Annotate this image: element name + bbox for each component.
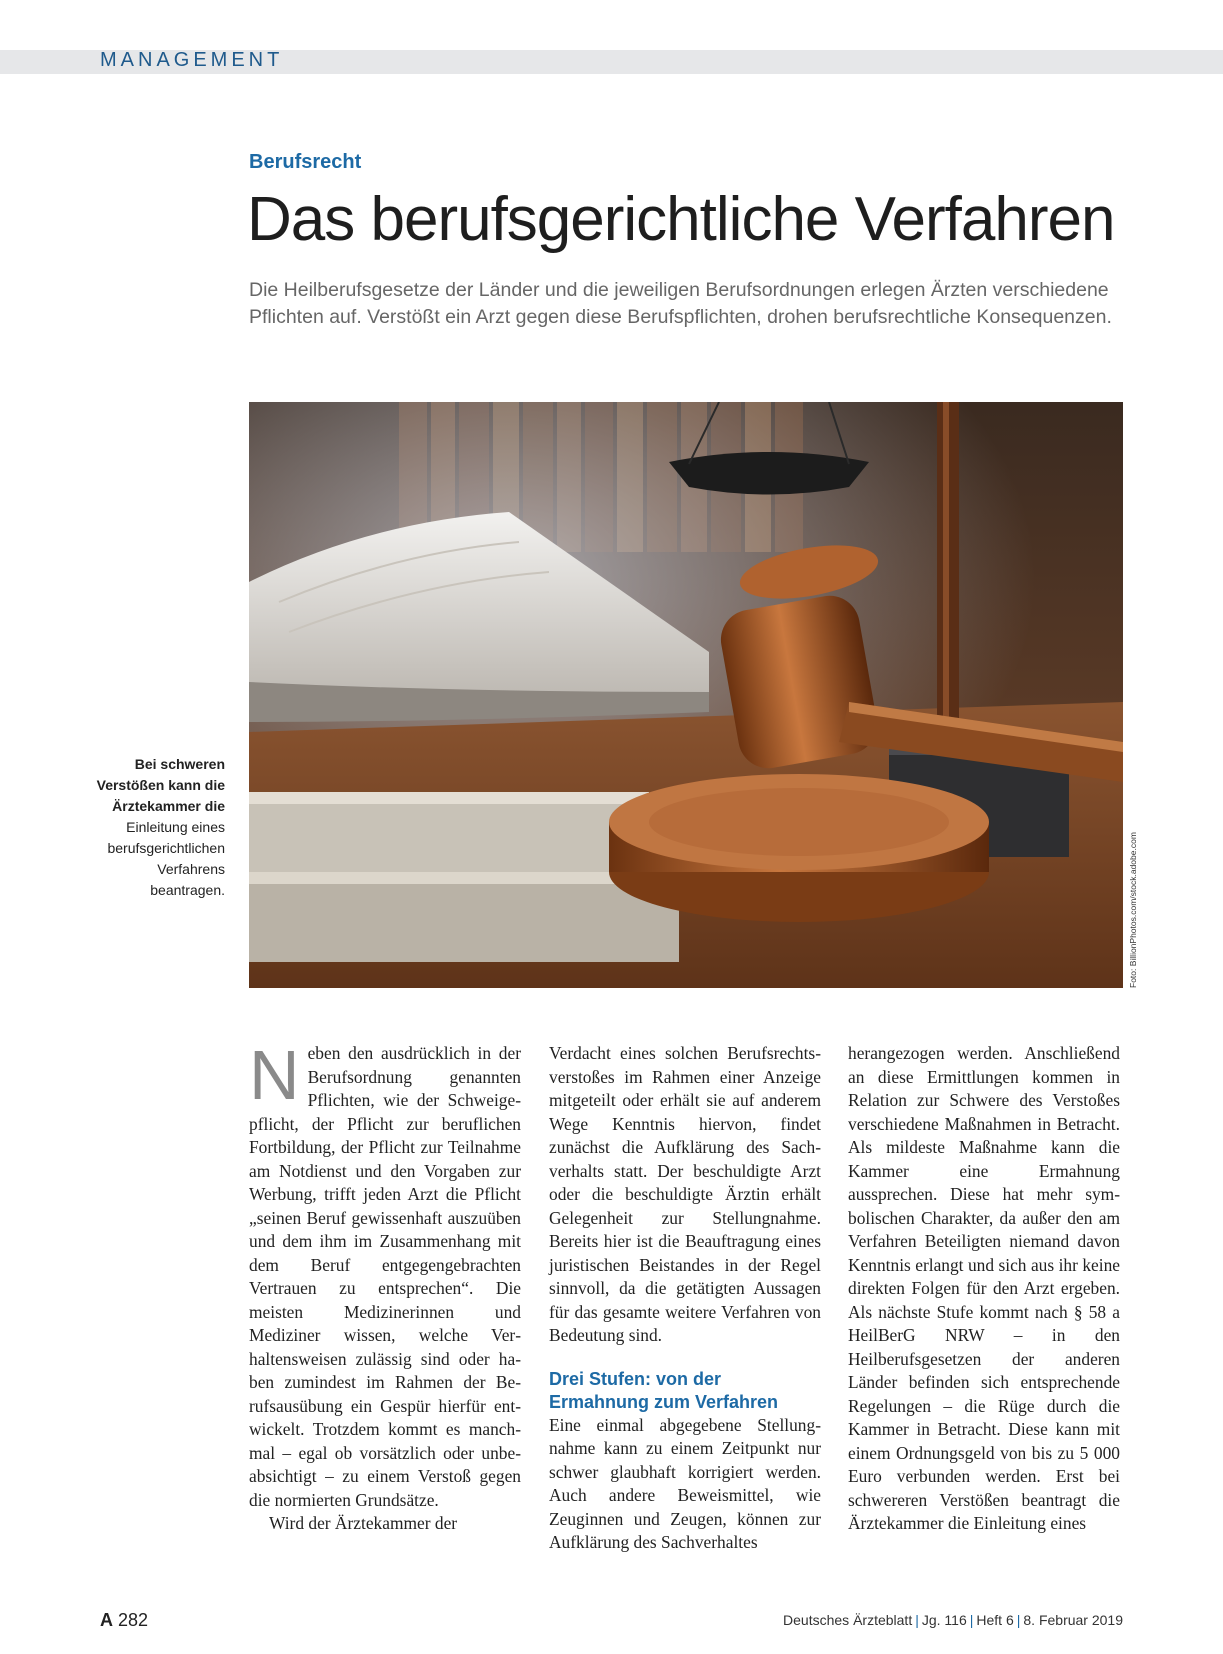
paragraph-1-text: eben den ausdrücklich in der Berufsordnung genannten Pflichten, wie der Schweigepflicht, der Pflicht zur beruflichen Fortbildung, der Pflicht zur Teilnahme am Notdienst und den Vorgaben zur Werbung, trifft jeden Arzt die Pflicht „seinen Beruf gewissenhaft auszuüben und dem ihm im Zusammenhang mit dem Beruf entgegengebrachten Vertrauen zu entsprechen“. Die meisten Medizinerinnen und Mediziner wissen, welche Verhaltensweisen zulässig sind oder haben zumindest im Rahmen der Berufsausübung ein Gespür hierfür entwickelt. Trotzdem kommt es manchmal – egal ob vorsätzlich oder unbeabsichtigt – zu einem Verstoß gegen die normierten Grundsätze. xyxy=(249,1043,521,1510)
paragraph-1 xyxy=(249,1036,521,1512)
journal-date: 8. Februar 2019 xyxy=(1023,1612,1123,1628)
photo-credit: Foto: BillionPhotos.com/stock.adobe.com xyxy=(1128,832,1138,988)
body-column-1 xyxy=(249,1036,521,1536)
section-label: MANAGEMENT xyxy=(100,49,284,71)
footer-journal: Deutsches Ärzteblatt | Jg. 116 | Heft 6 | 8. Februar 2019 xyxy=(783,1612,1123,1628)
paragraph-2: Wird der Ärztekammer der xyxy=(269,1513,458,1533)
paragraph-2-continued: Verdacht eines solchen Berufsrechtsverstoßes im Rahmen einer Anzeige mitgeteilt oder erhält sie auf anderem Wege Kenntnis hiervon, findet zunächst die Aufklärung des Sachverhalts statt. Der beschuldigte Arzt oder die beschuldigte Ärztin erhält Gelegenheit zur Stellungnahme. Bereits hier ist die Beauftragung eines juristischen Beistandes in der Regel sinnvoll, da die getätigten Aussagen für das gesamte weitere Verfahren von Bedeutung sind. xyxy=(549,1043,821,1345)
page-number xyxy=(100,1610,148,1631)
drop-cap: N xyxy=(249,1036,300,1114)
article-lead: Die Heilberufsgesetze der Länder und die jeweiligen Berufsordnungen erlegen Ärzten verschiedene Pflichten auf. Verstößt ein Arzt gegen diese Berufspflichten, drohen berufsrechtliche Konsequenzen. xyxy=(249,279,1112,328)
gavel-books-scales-illustration xyxy=(249,402,1123,988)
article-title: Das berufsgerichtliche Verfahren xyxy=(247,185,1115,254)
journal-issue: Heft 6 xyxy=(976,1612,1014,1628)
photo-caption xyxy=(80,754,225,901)
article-photo xyxy=(249,402,1123,988)
journal-name: Deutsches Ärzteblatt xyxy=(783,1612,913,1628)
paragraph-3: herangezogen werden. Anschließend an diese Ermittlungen kommen in Relation zur Schwere des Verstoßes verschiedene Maßnahmen in Betracht. Als mildeste Maßnahme kann die Kammer eine Ermahnung aussprechen. Diese hat mehr symbolischen Charakter, da außer den am Verfahren Beteiligten niemand davon Kenntnis erlangt und sich aus ihr keine direkten Folgen für den Arzt ergeben. Als nächste Stufe kommt nach § 58 a HeilBerG NRW – in den Heilberufsgesetzen der anderen Länder befinden sich entsprechende Regelungen – die Rüge durch die Kammer in Betracht. Diese kann mit einem Ordnungsgeld von bis zu 5 000 Euro verbunden werden. Erst bei schwereren Verstößen beantragt die Ärztekammer die Einleitung eines xyxy=(848,1043,1120,1533)
body-column-2 xyxy=(549,1042,821,1555)
caption-text: Einleitung eines berufsgerichtlichen Verfahrens beantragen. xyxy=(107,819,225,898)
paragraph-3-start: Eine einmal abgegebene Stellungnahme kann zu einem Zeitpunkt nur schwer glaubhaft korrigiert werden. Auch andere Beweismittel, wie Zeuginnen und Zeugen, können zur Aufklärung des Sachverhaltes xyxy=(549,1414,821,1552)
body-column-3 xyxy=(848,1042,1120,1536)
page-prefix: A xyxy=(100,1610,113,1630)
page-number-value: 282 xyxy=(118,1610,149,1630)
subheading: Drei Stufen: von der Ermahnung zum Verfahren xyxy=(549,1368,779,1412)
caption-bold: Bei schweren Verstößen kann die Ärztekammer die xyxy=(96,756,225,814)
journal-volume: Jg. 116 xyxy=(921,1612,967,1628)
article-kicker: Berufsrecht xyxy=(249,151,362,173)
